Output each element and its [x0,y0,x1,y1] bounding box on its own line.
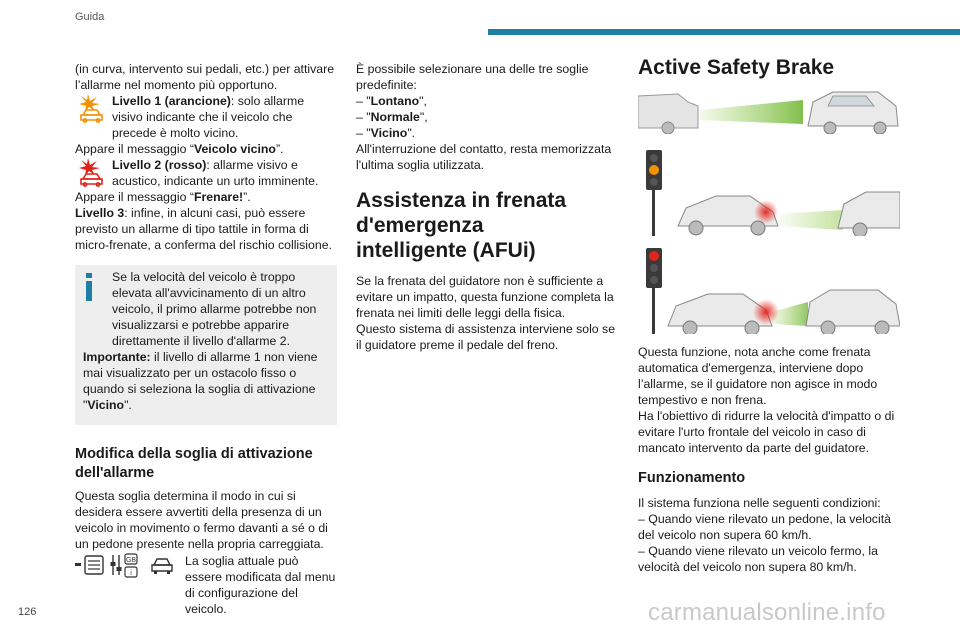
option-vicino: – "Vicino". [356,126,416,140]
traffic-light-red-illustration [638,244,900,334]
page-number: 126 [18,606,37,618]
func-heading: Funzionamento [638,470,746,486]
watermark: carmanualsonline.info [648,599,886,626]
level2-message: Appare il messaggio “Frenare!”. [75,190,251,204]
info-box [75,265,337,425]
car-icon [149,555,175,581]
svg-text:i: i [130,570,132,577]
option-normale: – "Normale", [356,110,428,124]
red-alert-car-icon [75,157,105,191]
level1-paragraph [75,93,337,141]
info-important: Importante: il livello di allarme 1 non viene mai visualizzato per un ostacolo fisso o quando si seleziona la soglia di attivazione "Vicino". [83,350,318,412]
level1-label: Livello 1 (arancione) [112,94,231,108]
level2-text: : allarme visivo e acustico, indicante un urto imminente. [112,158,319,188]
level2-paragraph [75,157,337,189]
svg-text:GB: GB [125,557,137,564]
level1-text: : solo allarme visivo indicante che il veicolo che precede è molto vicino. [112,94,305,140]
afu-paragraph-2: Questo sistema di assistenza interviene solo se il guidatore preme il pedale del freno. [356,322,616,352]
thresholds-intro: È possibile selezionare una delle tre soglie predefinite: [356,62,589,92]
threshold-icons-paragraph [75,553,337,617]
threshold-paragraph: Questa soglia determina il modo in cui si desidera essere avvertiti della presenza di un veicolo in movimento o fermo davanti a sé o di un pedone presente nella propria carreggiata. [75,489,328,551]
intro-paragraph: (in curva, intervento sui pedali, etc.) per attivare l’allarme nel momento più opportuno. [75,62,335,92]
condition-stopped-vehicle: – Quando viene rilevato un veicolo fermo, la velocità del veicolo non supera 80 km/h. [638,544,878,574]
level2-label: Livello 2 (rosso) [112,158,207,172]
info-text: Se la velocità del veicolo è troppo elevata all'avvicinamento di un altro veicolo, il primo allarme potrebbe non visualizzarsi e potrebbe apparire direttamente il livello d'allarme 2. [112,270,317,348]
traffic-light-orange-illustration [638,146,900,236]
column-2 [356,61,616,353]
level3-paragraph: Livello 3: infine, in alcuni casi, può essere previsto un allarme di tipo tattile in forma di micro-frenate, a conferma del rischio collisione. [75,206,332,252]
condition-pedestrian: – Quando viene rilevato un pedone, la velocità del veicolo non supera 60 km/h. [638,512,891,542]
memory-paragraph: All'interruzione del contatto, resta memorizzata l'ultima soglia utilizzata. [356,142,612,172]
column-3-text [638,344,900,575]
afu-heading: Assistenza in frenata d'emergenza intelligente (AFUi) [356,189,567,262]
func-intro: Il sistema funziona nelle seguenti condizioni: [638,496,881,510]
afu-paragraph-1: Se la frenata del guidatore non è sufficiente a evitare un impatto, questa funzione completa la frenata nei limiti delle leggi della fisica. [356,274,614,320]
car-following-illustration [638,88,900,134]
asb-paragraph-1: Questa funzione, nota anche come frenata automatica d'emergenza, interviene dopo l’allarme, se il guidatore non agisce in modo tempestivo e non frena. [638,345,878,407]
level1-message: Appare il messaggio “Veicolo vicino”. [75,142,284,156]
column-1 [75,61,337,617]
header-label: Guida [75,11,105,23]
threshold-heading: Modifica della soglia di attivazione dell'allarme [75,446,313,481]
option-lontano: – "Lontano", [356,94,427,108]
asb-heading: Active Safety Brake [638,56,835,79]
threshold-after-text: La soglia attuale può essere modificata dal menu di configurazione del veicolo. [185,554,336,616]
menu-icon [75,555,105,581]
info-icon [84,273,94,305]
header-accent-bar [488,29,960,35]
orange-alert-car-icon [75,93,105,127]
column-3 [638,56,900,79]
asb-paragraph-2: Ha l'obiettivo di ridurre la velocità d'impatto o di evitare l'urto frontale del veicolo in caso di mancato intervento da parte del guidatore. [638,409,895,455]
settings-sliders-icon [109,553,139,583]
